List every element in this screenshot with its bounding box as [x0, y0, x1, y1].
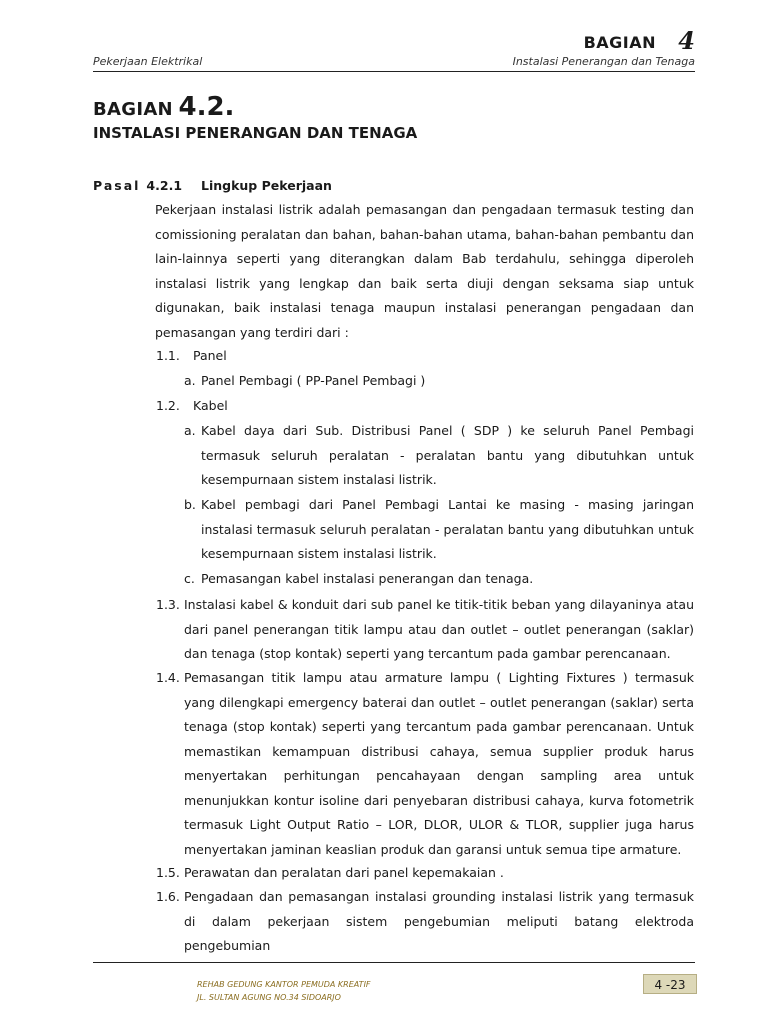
list-item-1-2: [156, 394, 694, 419]
list-item-text: Kabel daya dari Sub. Distribusi Panel ( SDP ) ke seluruh Panel Pembagi termasuk seluruh peralatan - peralatan bantu yang dibutuhkan untuk kesempurnaan sistem instalasi listrik.: [201, 423, 694, 487]
list-marker: 1.5.: [156, 865, 180, 880]
list-marker: a.: [184, 423, 196, 438]
list-item-1-2-a: [184, 419, 694, 493]
list-marker: b.: [184, 497, 196, 512]
list-marker: 1.2.: [156, 398, 180, 413]
pasal-label: Pasal: [93, 178, 141, 193]
list-item-text: Panel: [193, 348, 227, 363]
section-title-word: BAGIAN: [93, 99, 173, 120]
header-bagian-number: 4: [678, 26, 695, 55]
intro-paragraph: Pekerjaan instalasi listrik adalah pemasangan dan pengadaan termasuk testing dan comissioning peralatan dan bahan, bahan-bahan utama, bahan-bahan pembantu dan lain-lainnya seperti yang diterangkan dalam Bab terdahulu, sehingga diperoleh instalasi listrik yang lengkap dan baik serta diuji dengan seksama siap untuk digunakan, baik instalasi tenaga maupun instalasi penerangan pengadaan dan pemasangan yang terdiri dari :: [155, 202, 694, 340]
list-item-1-1: [156, 344, 694, 369]
list-item-1-6: [156, 885, 694, 959]
list-item-1-4: [156, 666, 694, 862]
footer-divider: [93, 962, 695, 963]
footer-project-name: REHAB GEDUNG KANTOR PEMUDA KREATIF: [197, 980, 371, 989]
list-marker: 1.6.: [156, 889, 180, 904]
list-item-text: Pengadaan dan pemasangan instalasi grounding instalasi listrik yang termasuk di dalam pekerjaan sistem pengebumian meliputi batang elektroda pengebumian: [184, 889, 694, 953]
footer-project: [197, 978, 371, 1004]
section-title: [93, 92, 234, 122]
header-bagian-label: BAGIAN: [583, 33, 656, 52]
list-marker: 1.3.: [156, 597, 180, 612]
list-marker: a.: [184, 373, 196, 388]
list-item-1-1-a: [184, 369, 694, 394]
section-title-number: 4.2.: [178, 92, 235, 122]
header-divider: [93, 71, 695, 72]
header-right-text: Instalasi Penerangan dan Tenaga: [512, 55, 695, 68]
list-marker: c.: [184, 571, 195, 586]
list-item-1-5: [156, 861, 694, 886]
list-item-text: Kabel pembagi dari Panel Pembagi Lantai ke masing - masing jaringan instalasi termasuk seluruh peralatan - peralatan bantu yang dibutuhkan untuk kesempurnaan sistem instalasi listrik.: [201, 497, 694, 561]
list-item-1-2-c: [184, 567, 694, 592]
section-subtitle: INSTALASI PENERANGAN DAN TENAGA: [93, 124, 418, 142]
footer-project-address: JL. SULTAN AGUNG NO.34 SIDOARJO: [197, 993, 341, 1002]
list-marker: 1.1.: [156, 348, 180, 363]
list-item-text: Perawatan dan peralatan dari panel kepemakaian .: [184, 865, 504, 880]
list-item-text: Pemasangan kabel instalasi penerangan dan tenaga.: [201, 571, 534, 586]
list-item-1-2-b: [184, 493, 694, 567]
pasal-number: 4.2.1: [146, 178, 183, 193]
list-item-text: Instalasi kabel & konduit dari sub panel ke titik-titik beban yang dilayaninya atau dari panel penerangan titik lampu atau dan outlet – outlet penerangan (saklar) dan tenaga (stop kontak) seperti yang tercantum pada gambar perencanaan.: [184, 597, 694, 661]
list-item-text: Panel Pembagi ( PP-Panel Pembagi ): [201, 373, 426, 388]
pasal-title: Lingkup Pekerjaan: [201, 178, 332, 193]
pasal-heading: [93, 178, 332, 193]
list-item-1-3: [156, 593, 694, 667]
list-marker: 1.4.: [156, 670, 180, 685]
list-item-text: Kabel: [193, 398, 228, 413]
list-item-text: Pemasangan titik lampu atau armature lampu ( Lighting Fixtures ) termasuk yang dilengkapi emergency baterai dan outlet – outlet penerangan (saklar) serta tenaga (stop kontak) seperti yang tercantum pada gambar perencanaan. Untuk memastikan kemampuan distribusi cahaya, semua supplier produk harus menyertakan perhitungan pencahayaan dengan sampling area untuk menunjukkan kontur isoline dari penyebaran distribusi cahaya, kurva fotometrik termasuk Light Output Ratio – LOR, DLOR, ULOR & TLOR, supplier juga harus menyertakan jaminan keaslian produk dan garansi untuk semua tipe armature.: [184, 670, 694, 857]
header-left-text: Pekerjaan Elektrikal: [93, 55, 203, 68]
page-number-badge: 4 -23: [643, 974, 697, 994]
